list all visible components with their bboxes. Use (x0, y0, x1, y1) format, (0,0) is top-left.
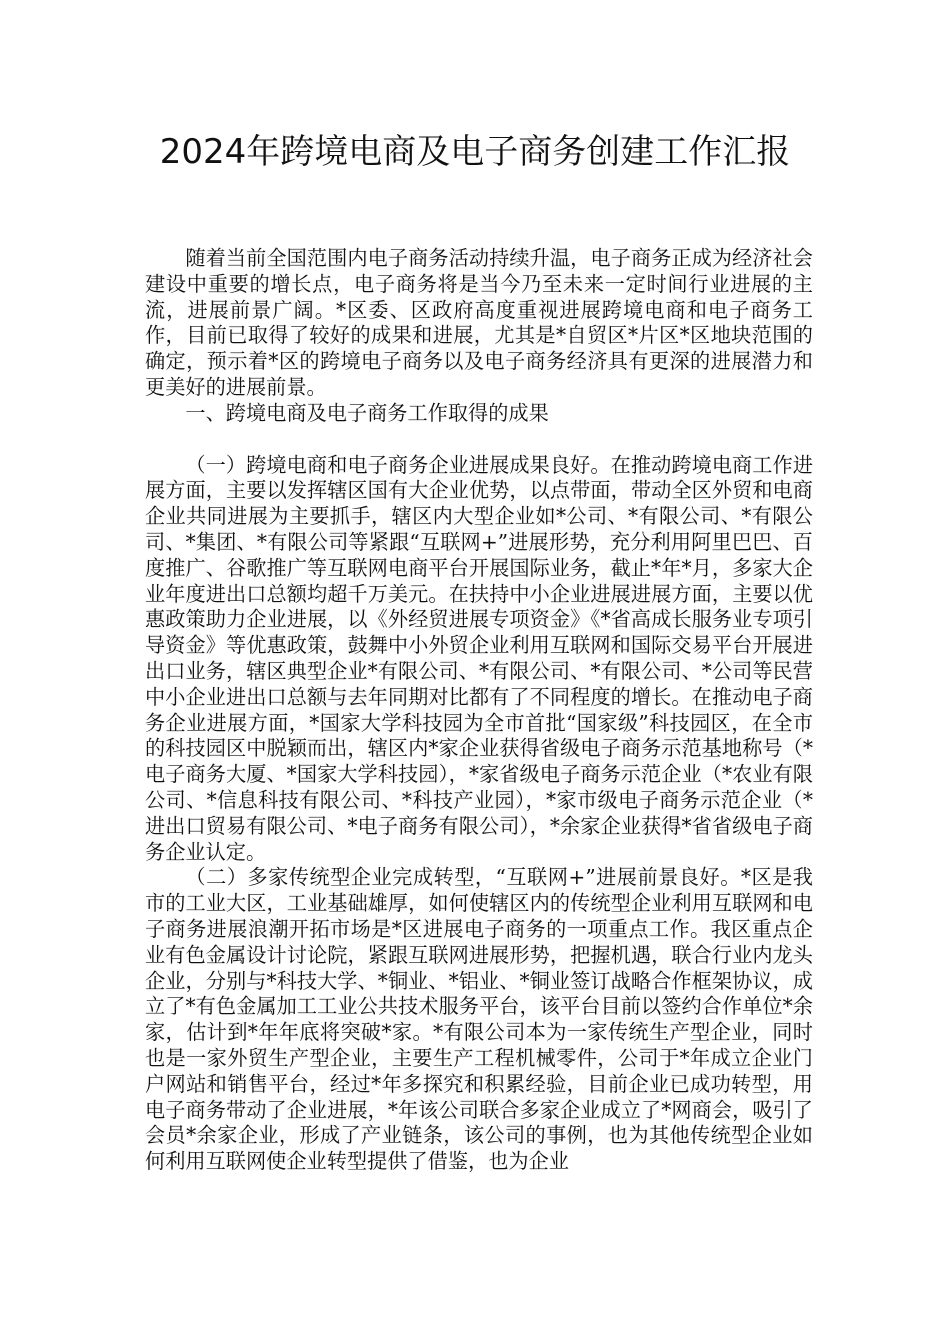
paragraph-section-1: （一）跨境电商和电子商务企业进展成果良好。在推动跨境电商工作进展方面，主要以发挥辖区国有大企业优势，以点带面，带动全区外贸和电商企业共同进展为主要抓手，辖区内大型企业如*公司、*有限公司、*有限公司、*集团、*有限公司等紧跟“互联网+”进展形势，充分利用阿里巴巴、百度推广、谷歌推广等互联网电商平台开展国际业务，截止*年*月，多家大企业年度进出口总额均超千万美元。在扶持中小企业进展进展方面，主要以优惠政策助力企业进展，以《外经贸进展专项资金》《*省高成长服务业专项引导资金》等优惠政策，鼓舞中小外贸企业利用互联网和国际交易平台开展进出口业务，辖区典型企业*有限公司、*有限公司、*有限公司、*公司等民营中小企业进出口总额与去年同期对比都有了不同程度的增长。在推动电子商务企业进展方面，*国家大学科技园为全市首批“国家级”科技园区，在全市的科技园区中脱颖而出，辖区内*家企业获得省级电子商务示范基地称号（*电子商务大厦、*国家大学科技园），*家省级电子商务示范企业（*农业有限公司、*信息科技有限公司、*科技产业园），*家市级电子商务示范企业（*进出口贸易有限公司、*电子商务有限公司），*余家企业获得*省省级电子商务企业认定。 (145, 452, 813, 864)
paragraph-intro: 随着当前全国范围内电子商务活动持续升温，电子商务正成为经济社会建设中重要的增长点，电子商务将是当今乃至未来一定时间行业进展的主流，进展前景广阔。*区委、区政府高度重视进展跨境电商和电子商务工作，目前已取得了较好的成果和进展，尤其是*自贸区*片区*区地块范围的确定，预示着*区的跨境电子商务以及电子商务经济具有更深的进展潜力和更美好的进展前景。 (145, 246, 813, 399)
document-title: 2024年跨境电商及电子商务创建工作汇报 (159, 132, 791, 172)
paragraph-spacer (145, 427, 813, 453)
paragraph-section-2: （二）多家传统型企业完成转型，“互联网+”进展前景良好。*区是我市的工业大区，工业基础雄厚，如何使辖区内的传统型企业利用互联网和电子商务进展浪潮开拓市场是*区进展电子商务的一项重点工作。我区重点企业有色金属设计讨论院，紧跟互联网进展形势，把握机遇，联合行业内龙头企业，分别与*科技大学、*铜业、*铝业、*铜业签订战略合作框架协议，成立了*有色金属加工工业公共技术服务平台，该平台目前以签约合作单位*余家，估计到*年年底将突破*家。*有限公司本为一家传统生产型企业，同时也是一家外贸生产型企业，主要生产工程机械零件，公司于*年成立企业门户网站和销售平台，经过*年多探究和积累经验，目前企业已成功转型，用电子商务带动了企业进展，*年该公司联合多家企业成立了*网商会，吸引了会员*余家企业，形成了产业链条，该公司的事例，也为其他传统型企业如何利用互联网使企业转型提供了借鉴，也为企业 (145, 865, 813, 1174)
document-body (145, 246, 813, 1175)
section-heading-1: 一、跨境电商及电子商务工作取得的成果 (185, 400, 549, 425)
